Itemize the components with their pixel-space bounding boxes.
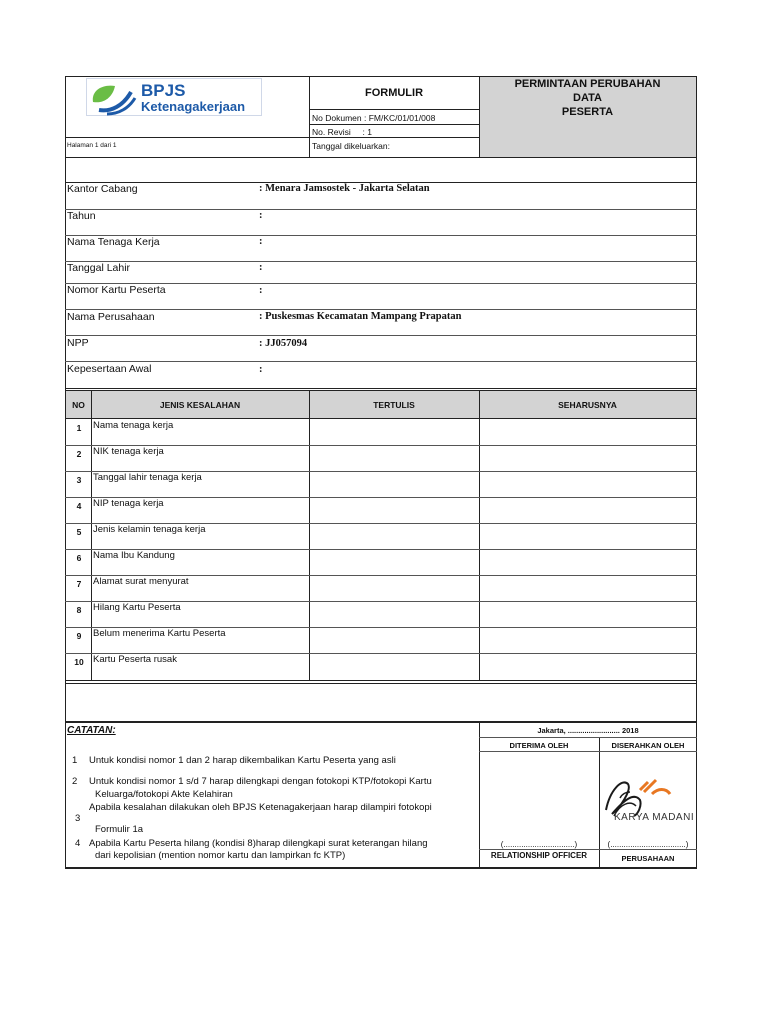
row-jenis: Kartu Peserta rusak — [93, 654, 177, 665]
form-title — [479, 77, 696, 119]
field-label-kepesertaan: Kepesertaan Awal — [67, 363, 152, 375]
row-no: 8 — [76, 605, 82, 615]
field-value-tahun: : — [259, 210, 263, 221]
field-value-kartu: : — [259, 285, 263, 296]
row-jenis: Belum menerima Kartu Peserta — [93, 628, 226, 639]
signature-place-date: Jakarta, ......................... 2018 — [537, 726, 639, 735]
catatan-num-2: 2 — [72, 776, 78, 787]
company-signature-stamp — [600, 770, 696, 830]
table-header-jenis: JENIS KESALAHAN — [159, 400, 241, 410]
catatan-text-2b: Keluarga/fotokopi Akte Kelahiran — [95, 789, 233, 800]
form-title-line3: PESERTA — [561, 106, 614, 118]
row-no: 9 — [76, 631, 82, 641]
row-jenis: Alamat surat menyurat — [93, 576, 189, 587]
field-value-perusahaan: : Puskesmas Kecamatan Mampang Prapatan — [259, 311, 462, 322]
formulir-label: FORMULIR — [364, 87, 424, 99]
field-label-tahun: Tahun — [67, 210, 96, 222]
field-value-nama-tk: : — [259, 236, 263, 247]
row-jenis: NIK tenaga kerja — [93, 446, 164, 457]
field-value-kepesertaan: : — [259, 364, 263, 375]
form-title-line1: PERMINTAAN PERUBAHAN — [514, 78, 661, 90]
catatan-text-2a: Untuk kondisi nomor 1 s/d 7 harap dilengkapi dengan fotokopi KTP/fotokopi Kartu — [89, 776, 432, 787]
bpjs-leaf-icon — [89, 80, 139, 116]
row-jenis: Hilang Kartu Peserta — [93, 602, 181, 613]
signature-dots-left: (................................) — [500, 840, 578, 849]
row-no: 10 — [74, 657, 84, 667]
blank-box — [65, 683, 697, 722]
table-header-no: NO — [72, 400, 85, 410]
logo-text-main: BPJS — [141, 81, 186, 100]
bpjs-logo — [86, 78, 262, 116]
field-label-perusahaan: Nama Perusahaan — [67, 311, 155, 323]
catatan-title: CATATAN: — [67, 725, 116, 736]
relationship-officer-label: RELATIONSHIP OFFICER — [490, 851, 588, 860]
no-revisi: No. Revisi : 1 — [312, 127, 372, 137]
field-value-tgl-lahir: : — [259, 262, 263, 273]
row-no: 7 — [76, 579, 82, 589]
row-jenis: NIP tenaga kerja — [93, 498, 164, 509]
catatan-text-3a: Apabila kesalahan dilakukan oleh BPJS Ketenagakerjaan harap dilampiri fotokopi — [89, 802, 432, 813]
catatan-text-1: Untuk kondisi nomor 1 dan 2 harap dikembalikan Kartu Peserta yang asli — [89, 755, 396, 766]
diterima-oleh-label: DITERIMA OLEH — [509, 741, 569, 750]
form-title-line2: DATA — [573, 92, 602, 104]
signature-dots-right: (..................................) — [607, 840, 689, 849]
row-no: 2 — [76, 449, 82, 459]
diserahkan-oleh-label: DISERAHKAN OLEH — [611, 741, 685, 750]
row-no: 1 — [76, 423, 82, 433]
row-jenis: Jenis kelamin tenaga kerja — [93, 524, 206, 535]
field-label-nama-tk: Nama Tenaga Kerja — [67, 236, 160, 248]
catatan-num-1: 1 — [72, 755, 78, 766]
catatan-num-3: 3 — [75, 813, 81, 824]
row-jenis: Nama tenaga kerja — [93, 420, 174, 431]
row-no: 5 — [76, 527, 82, 537]
table-header-tertulis: TERTULIS — [373, 400, 415, 410]
no-dokumen: No Dokumen : FM/KC/01/01/008 — [312, 113, 436, 123]
field-label-kartu: Nomor Kartu Peserta — [67, 284, 166, 296]
field-value-npp: : JJ057094 — [259, 338, 308, 349]
tanggal-dikeluarkan: Tanggal dikeluarkan: — [312, 141, 390, 151]
row-no: 6 — [76, 553, 82, 563]
row-jenis: Tanggal lahir tenaga kerja — [93, 472, 202, 483]
logo-text-sub: Ketenagakerjaan — [141, 99, 246, 114]
row-no: 4 — [76, 501, 82, 511]
catatan-text-4a: Apabila Kartu Peserta hilang (kondisi 8)harap dilengkapi surat keterangan hilang — [89, 838, 428, 849]
halaman-label: Halaman 1 dari 1 — [67, 142, 117, 149]
perusahaan-label: PERUSAHAAN — [621, 854, 675, 863]
catatan-num-4: 4 — [75, 838, 81, 849]
row-no: 3 — [76, 475, 82, 485]
row-jenis: Nama Ibu Kandung — [93, 550, 175, 561]
field-label-kantor: Kantor Cabang — [67, 183, 138, 195]
field-value-kantor: : Menara Jamsostek - Jakarta Selatan — [259, 183, 430, 194]
field-label-tgl-lahir: Tanggal Lahir — [67, 262, 131, 274]
catatan-text-3b: Formulir 1a — [95, 824, 144, 835]
table-header-seharusnya: SEHARUSNYA — [558, 400, 617, 410]
catatan-text-4b: dari kepolisian (mention nomor kartu dan lampirkan fc KTP) — [95, 850, 346, 861]
stamp-company-name: KARYA MADANI — [614, 812, 695, 823]
field-label-npp: NPP — [67, 337, 89, 349]
